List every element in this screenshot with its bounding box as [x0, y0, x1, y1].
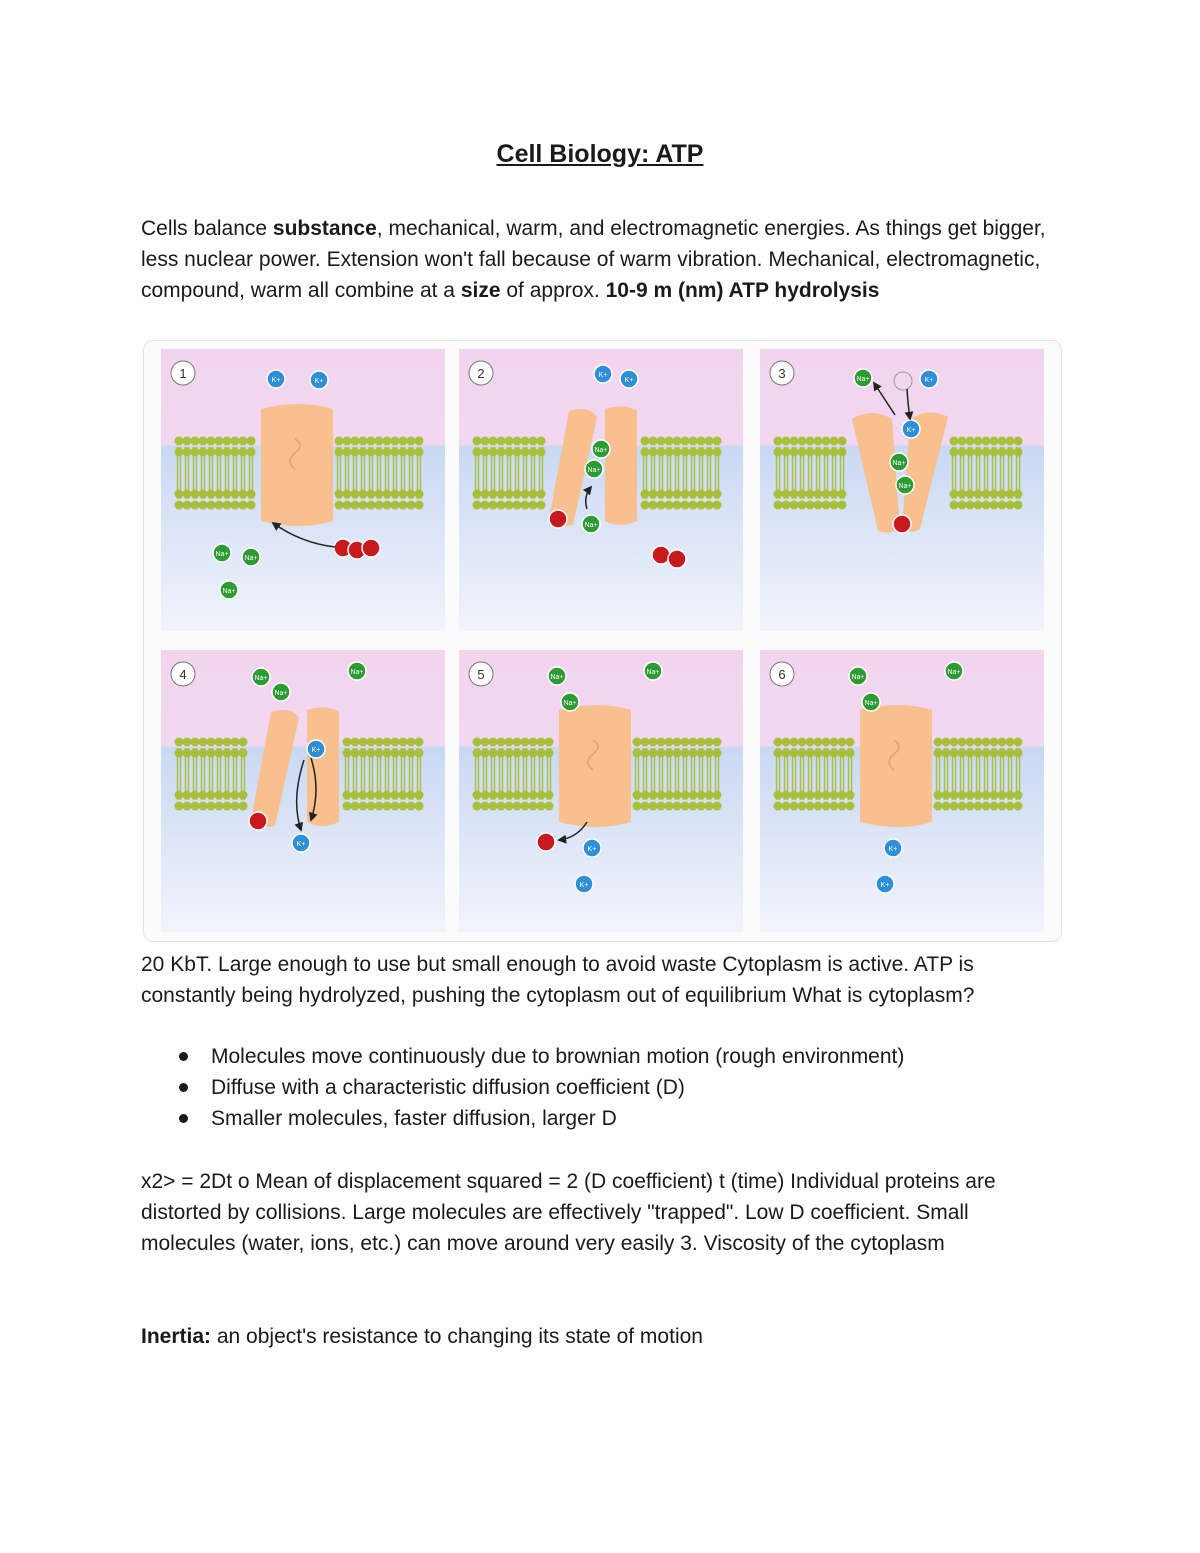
step-number: 3 — [778, 366, 786, 381]
pump-step-panel — [161, 650, 445, 932]
ion-label: Na+ — [584, 522, 598, 529]
ion-label: K+ — [271, 377, 281, 384]
ion-label: K+ — [598, 372, 608, 379]
pump-protein — [261, 404, 333, 526]
sodium-potassium-pump-figure — [143, 340, 1062, 942]
inertia-term: Inertia: — [141, 1325, 212, 1348]
ion-label: Na+ — [254, 675, 268, 682]
pump-step-panel — [161, 349, 445, 631]
ion-label: K+ — [880, 882, 890, 889]
page-title: Cell Biology: ATP — [496, 140, 704, 168]
step-number: 5 — [477, 667, 485, 682]
atp-paragraph: 20 KbT. Large enough to use but small enough to avoid waste Cytoplasm is active. ATP is constantly being hydrolyzed, pushing the cytoplasm out of equilibrium What is cytoplasm? — [141, 953, 975, 1007]
phosphate-group — [249, 812, 267, 830]
phosphate-group — [652, 546, 670, 564]
pump-step-panel — [760, 650, 1044, 932]
ion-label: Na+ — [215, 551, 229, 558]
pump-step-panel — [459, 349, 743, 631]
ion-label: Na+ — [550, 674, 564, 681]
bullet-icon — [179, 1052, 188, 1061]
ion-label: K+ — [296, 841, 306, 848]
ion-label: K+ — [579, 882, 589, 889]
intro-bold-atp: 10-9 m (nm) ATP hydrolysis — [605, 279, 880, 302]
phosphate-group — [893, 515, 911, 533]
ion-label: K+ — [587, 846, 597, 853]
intro-text-2: , mechanical, warm, and electromagnetic energies. As things get bigger, less nuclear power. Extension won't fall because of warm vibration. Mechanical, electromagnetic, compound, warm all combine at a — [141, 217, 1046, 302]
pump-protein-right — [605, 406, 637, 525]
ion-label: K+ — [888, 846, 898, 853]
ion-label: Na+ — [222, 588, 236, 595]
ion-label: Na+ — [851, 674, 865, 681]
list-item: Smaller molecules, faster diffusion, larger D — [141, 1103, 1066, 1134]
pump-diagram — [144, 341, 1061, 941]
pump-protein — [860, 705, 932, 827]
pump-protein — [559, 705, 631, 827]
ion-label: Na+ — [898, 483, 912, 490]
ion-label: Na+ — [587, 467, 601, 474]
step-number: 2 — [477, 366, 485, 381]
pump-protein-right — [307, 707, 339, 826]
inertia-definition — [141, 1321, 1066, 1352]
ion-label: Na+ — [594, 447, 608, 454]
intro-bold-substance: substance — [272, 217, 377, 240]
phosphate-group — [537, 833, 555, 851]
bullet-icon — [179, 1083, 188, 1092]
intro-text-3: of approx. — [500, 279, 606, 302]
ion-label: Na+ — [856, 376, 870, 383]
pump-step-panel — [760, 349, 1044, 631]
ion-label: Na+ — [563, 700, 577, 707]
intro-paragraph — [141, 213, 1066, 306]
ion-label: Na+ — [274, 690, 288, 697]
ion-label: Na+ — [646, 669, 660, 676]
ion-label: K+ — [311, 747, 321, 754]
intro-text-1: Cells balance — [141, 217, 273, 240]
ion-label: Na+ — [244, 555, 258, 562]
ion-label: Na+ — [947, 669, 961, 676]
list-item: Diffuse with a characteristic diffusion coefficient (D) — [141, 1072, 1066, 1103]
phosphate-group — [362, 539, 380, 557]
step-number: 4 — [179, 667, 187, 682]
ion-label: K+ — [314, 378, 324, 385]
ion-label: Na+ — [350, 669, 364, 676]
ion-label: K+ — [924, 377, 934, 384]
step-number: 6 — [778, 667, 786, 682]
ion-label: Na+ — [892, 460, 906, 467]
ion-label: K+ — [624, 377, 634, 384]
ion-label: Na+ — [864, 700, 878, 707]
list-item: Molecules move continuously due to brownian motion (rough environment) — [141, 1041, 1066, 1072]
pump-step-panel — [459, 650, 743, 932]
phosphate-group — [668, 550, 686, 568]
step-number: 1 — [179, 366, 187, 381]
cytoplasm-bullet-list — [141, 1041, 1066, 1134]
intro-bold-size: size — [460, 279, 501, 302]
inertia-text: an object's resistance to changing its state of motion — [211, 1325, 703, 1348]
ion-label: K+ — [906, 427, 916, 434]
diffusion-paragraph: x2> = 2Dt o Mean of displacement squared = 2 (D coefficient) t (time) Individual proteins are distorted by collisions. Large molecules are effectively "trapped". Low D coefficient. Small molecules (water, ions, etc.) can move around very easily 3. Viscosity of the cytoplasm — [141, 1170, 996, 1255]
bullet-icon — [179, 1114, 188, 1123]
phosphate-group — [549, 510, 567, 528]
